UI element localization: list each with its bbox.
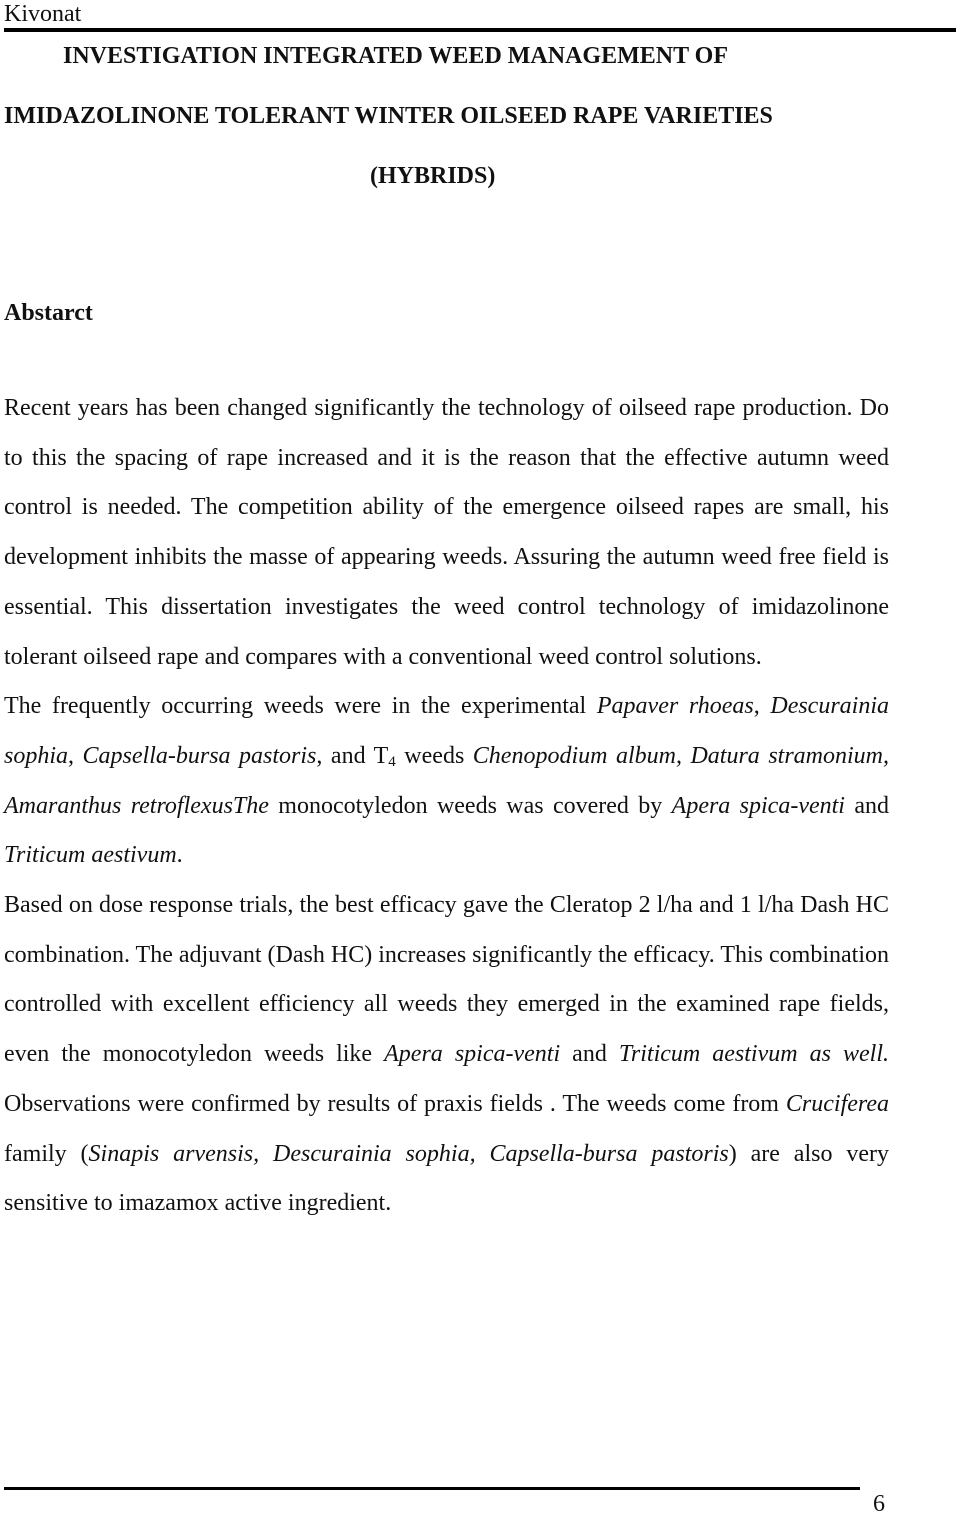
abstract-paragraph-2 xyxy=(4,682,889,881)
species-name: Apera spica-venti xyxy=(671,792,845,819)
subscript: 4 xyxy=(388,753,396,770)
text-run: The frequently occurring weeds were in the experimental xyxy=(4,693,597,720)
header-rule xyxy=(4,28,956,32)
text-run: , xyxy=(68,742,83,769)
family-name: Cruciferea xyxy=(785,1090,889,1117)
page-number: 6 xyxy=(873,1491,885,1517)
species-name: Triticum aestivum as well. xyxy=(618,1041,890,1068)
footer-rule xyxy=(4,1487,860,1490)
page-header xyxy=(4,0,956,28)
text-run: , xyxy=(753,693,771,720)
abstract-heading: Abstarct xyxy=(4,300,93,326)
abstract-paragraph-3 xyxy=(4,881,889,1229)
text-run: weeds xyxy=(395,742,473,769)
text-run: . xyxy=(176,842,183,869)
text-run: ) are also very sensitive to imazamox active ingredient. xyxy=(4,1140,890,1217)
text-run: Based on dose response trials, the best efficacy gave the Cleratop 2 l/ha and 1 l/ha Dash HC combination. The adjuvant (Dash HC) increases significantly the efficacy. This combination controlled with excellent efficiency all weeds they emerged in the examined rape fields, even the monocotyledon weeds like xyxy=(4,892,889,1068)
species-name: Papaver rhoeas xyxy=(596,693,754,720)
abstract-body xyxy=(4,384,889,1229)
text-run: and xyxy=(844,792,889,819)
species-name: Apera spica-venti xyxy=(384,1041,561,1068)
text-run: , and T xyxy=(316,742,389,769)
species-name: Capsella-bursa pastoris xyxy=(82,742,317,769)
text-run: monocotyledon weeds was covered by xyxy=(268,792,672,819)
text-run: Observations were confirmed by results of praxis fields . The weeds come from xyxy=(4,1090,786,1117)
title-line-2: IMIDAZOLINONE TOLERANT WINTER OILSEED RAPE VARIETIES xyxy=(4,103,773,129)
header-label: Kivonat xyxy=(4,1,82,27)
species-name: Chenopodium album, Datura stramonium, Amaranthus retroflexusThe xyxy=(4,742,889,819)
species-name: Sinapis arvensis, Descurainia sophia, Capsella-bursa pastoris xyxy=(88,1140,729,1167)
title-line-3: (HYBRIDS) xyxy=(370,163,496,189)
text-run: and xyxy=(560,1041,619,1068)
species-name: Triticum aestivum xyxy=(4,842,177,869)
title-line-1: INVESTIGATION INTEGRATED WEED MANAGEMENT OF xyxy=(63,43,728,69)
abstract-paragraph-1: Recent years has been changed significantly the technology of oilseed rape production. Do to this the spacing of rape increased and it is the reason that the effective autumn weed control is needed. The competition ability of the emergence oilseed rapes are small, his development inhibits the masse of appearing weeds. Assuring the autumn weed free field is essential. This dissertation investigates the weed control technology of imidazolinone tolerant oilseed rape and compares with a conventional weed control solutions. xyxy=(4,395,889,670)
text-run: family ( xyxy=(4,1140,89,1167)
species-name: Descurainia sophia xyxy=(4,693,890,769)
